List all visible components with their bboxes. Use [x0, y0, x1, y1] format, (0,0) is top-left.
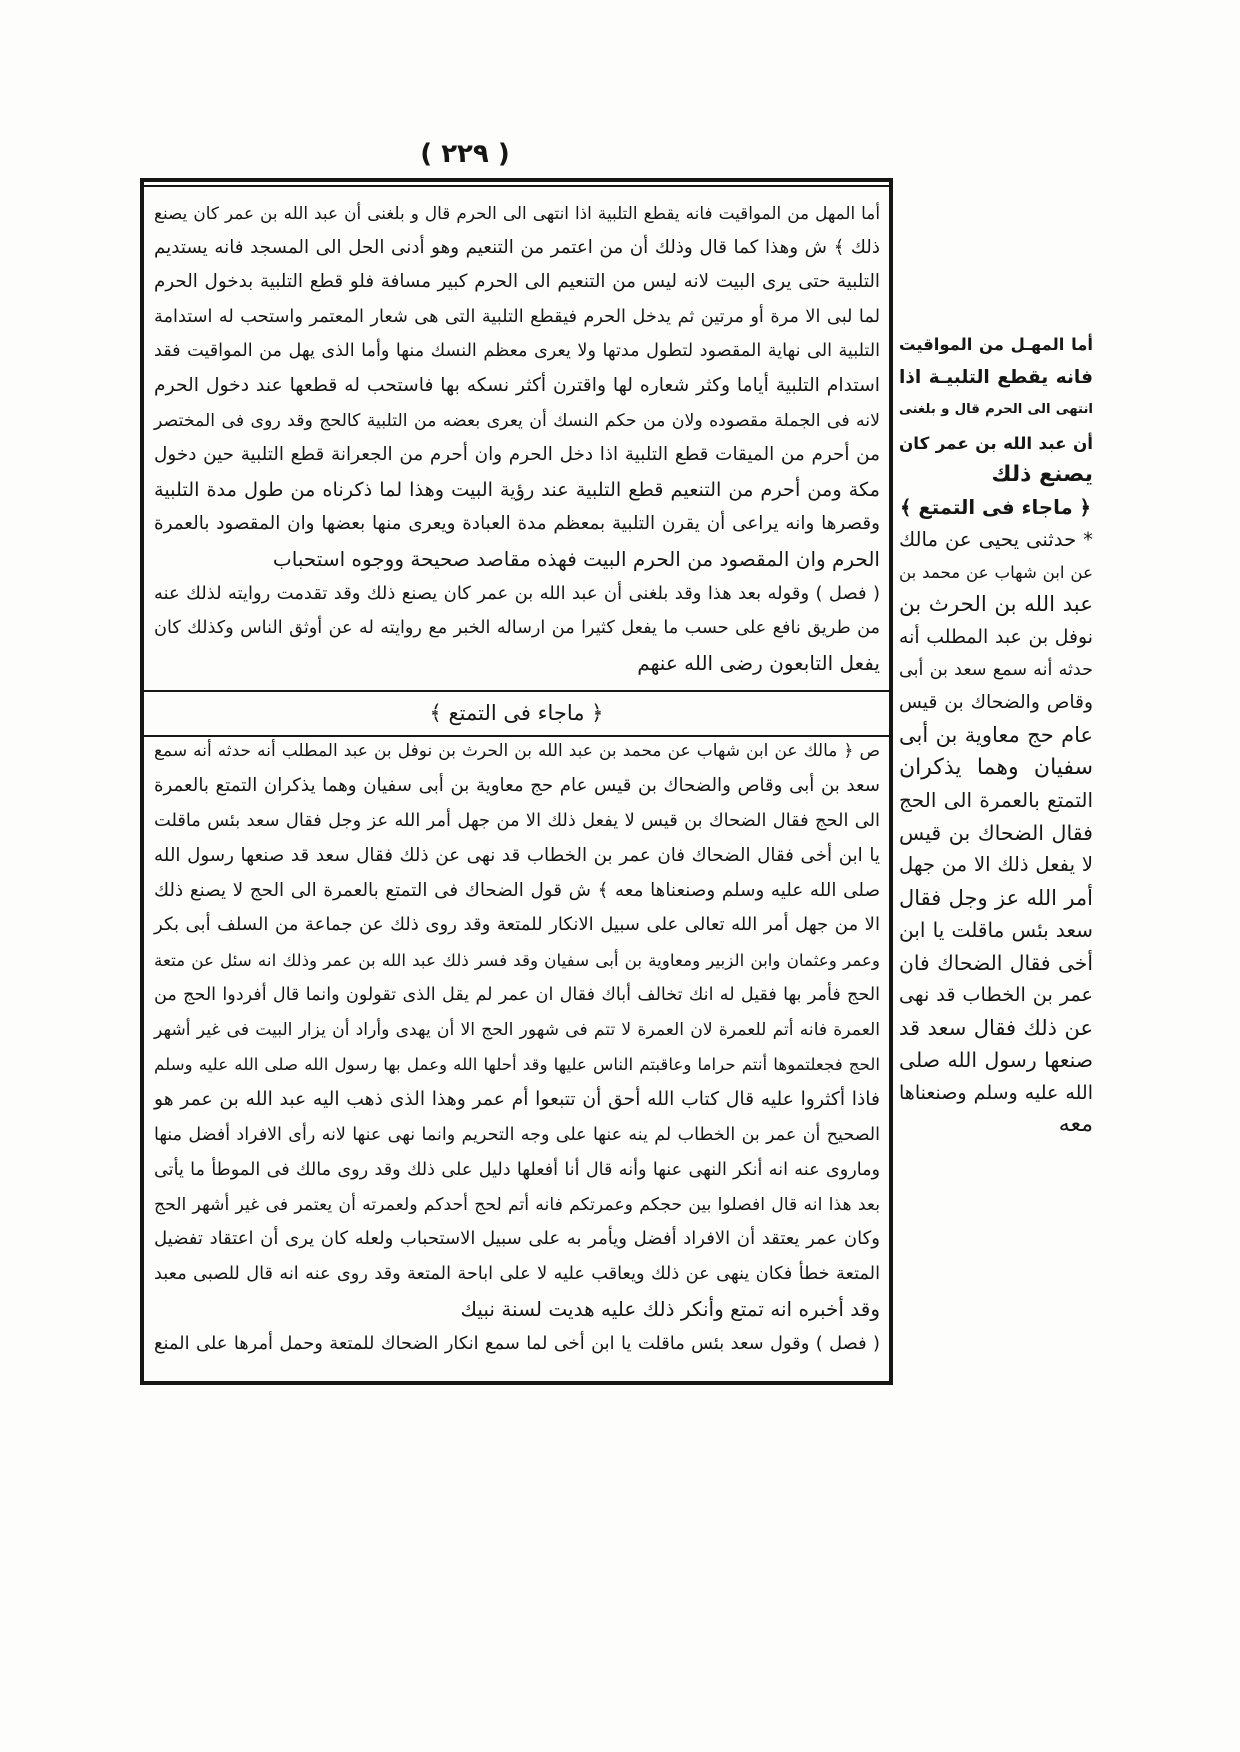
margin-matn-line: لا يفعل ذلك الا من جهل: [899, 853, 1093, 876]
commentary-line: بعد هذا انه قال افصلوا بين حجكم وعمرتكم فانه أتم لحج أحدكم ولعمرته أن يعتمر فى غير أشهر الحج: [154, 1194, 880, 1215]
commentary-line: التلبية الى نهاية المقصود لتطول مدتها ولا يعرى معظم النسك منها وأما الذى يهل من المواقيت فقد: [154, 341, 880, 362]
margin-matn-line: صنعها رسول الله صلى: [899, 1048, 1093, 1072]
margin-matn-line: نوفل بن عبد المطلب أنه: [899, 626, 1093, 648]
commentary-line: الحج فجعلتموها أنتم حراما وعاقبتم الناس عليها وقد أحلها الله وعمل بها رسول الله صلى الله عليه وسلم: [154, 1055, 880, 1075]
page-number: ( ٢٢٩ ): [420, 139, 510, 169]
margin-matn-line: الله عليه وسلم وصنعناها: [899, 1081, 1093, 1104]
margin-matn-line: فقال الضحاك بن قيس: [899, 820, 1093, 845]
commentary-line: الا من جهل أمر الله تعالى على سبيل الانكار للمتعة وقد روى ذلك عن جماعة من السلف أبى بكر: [154, 914, 880, 936]
commentary-line: فاذا أكثروا عليه قال كتاب الله أحق أن تتبعوا أم عمر وهذا الذى ذهب اليه عبد الله بن عمر هو: [154, 1088, 880, 1110]
margin-matn-line: أما المهـل من المواقيت: [899, 335, 1093, 354]
commentary-line: وقد أخبره انه تمتع وأنكر ذلك عليه هديت لسنة نبيك: [460, 1297, 880, 1322]
commentary-line: ( فصل ) وقوله بعد هذا وقد بلغنى أن عبد الله بن عمر كان يصنع ذلك وقد تقدمت روايته لذلك عنه: [154, 582, 880, 604]
commentary-line: ص ﴿ مالك عن ابن شهاب عن محمد بن عبد الله بن الحرث بن نوفل بن عبد المطلب أنه حدثه أنه سمع: [154, 741, 880, 761]
commentary-line: مكة ومن أحرم من التنعيم قطع التلبية عند رؤية البيت وهذا لما ذكرناه من طول مدة التلبية: [154, 477, 880, 501]
commentary-lower-section: [153, 734, 880, 1362]
commentary-line: استدام التلبية أياما وكثر شعاره لها واقترن أكثر نسكه بها فاستحب له قطعها عند دخول الحرم: [154, 374, 880, 396]
margin-matn-line: * حدثنى يحيى عن مالك: [899, 528, 1093, 551]
commentary-line: أما المهل من المواقيت فانه يقطع التلبية اذا انتهى الى الحرم قال و بلغنى أن عبد الله بن عمر كان يصنع: [154, 203, 880, 223]
margin-matn-line: سفيان وهما يذكران: [899, 754, 1093, 780]
commentary-line: الى الحج فقال الضحاك بن قيس لا يفعل ذلك الا من جهل أمر الله عز وجل فقال سعد بئس ماقلت: [154, 809, 880, 831]
commentary-upper-section: [153, 196, 880, 680]
margin-matn-line: أخى فقال الضحاك فان: [899, 950, 1093, 975]
margin-matn-line: حدثه أنه سمع سعد بن أبى: [899, 660, 1093, 680]
commentary-line: الحج فأمر بها فقيل له انك تخالف أباك فقال ان عمر لم يقل الذى تقولون وانما قال أفردوا الحج من: [154, 985, 880, 1006]
commentary-line: وماروى عنه انه أنكر النهى عنها وأنه قال أنا أفعلها دليل على ذلك وقد روى مالك فى الموطأ ما يأتى: [154, 1159, 880, 1180]
margin-matn-line: أن عبد الله بن عمر كان: [899, 432, 1093, 453]
commentary-line: يفعل التابعون رضى الله عنهم: [637, 650, 880, 675]
section-heading: ﴿ ماجاء فى التمتع ﴾: [429, 701, 604, 725]
margin-matn-line: عبد الله بن الحرث بن: [899, 592, 1093, 617]
margin-matn-column: [898, 329, 1093, 1142]
margin-matn-line: عمر بن الخطاب قد نهى: [899, 983, 1093, 1006]
commentary-line: لانه فى الجملة مقصوده ولان من حكم النسك أن يعرى بعضه من التلبية كالحج وقد روى فى المختصر: [154, 410, 880, 431]
margin-matn-line: عن ابن شهاب عن محمد بن: [899, 562, 1093, 582]
margin-matn-line: يصنع ذلك: [991, 462, 1093, 487]
margin-matn-line: سعد بئس ماقلت يا ابن: [899, 918, 1093, 942]
margin-matn-line: عن ذلك فقال سعد قد: [899, 1014, 1093, 1040]
commentary-line: العمرة فانه أتم للعمرة لان العمرة لا تتم فى شهور الحج الا أن يهدى وأراد أن يزار البيت فى غير أشهر: [154, 1020, 880, 1041]
heading-rule-top: [144, 690, 889, 692]
margin-section-heading: ﴿ ماجاء فى التمتع ﴾: [900, 495, 1091, 519]
commentary-line: وقصرها وانه يراعى أن يقرن التلبية بمعظم مدة العبادة ويعرى منها بعضها وان المقصود بالعمرة: [154, 513, 880, 535]
commentary-line: لما لبى الا مرة أو مرتين ثم يدخل الحرم فيقطع التلبية التى هى شعار المعتمر واستحب له استدامة: [154, 306, 880, 327]
commentary-line: سعد بن أبى وقاص والضحاك بن قيس عام حج معاوية بن أبى سفيان وهما يذكران التمتع بالعمرة: [154, 774, 880, 796]
margin-matn-line: وقاص والضحاك بن قيس: [899, 691, 1093, 713]
frame-double-rule: [144, 185, 889, 187]
margin-matn-line: انتهى الى الحرم قال و بلغنى: [899, 402, 1093, 417]
commentary-line: التلبية حتى يرى البيت لانه ليس من التنعيم الى الحرم كبير مسافة فلو قطع التلبية بدخول الحرم: [154, 271, 880, 293]
commentary-line: من طريق نافع على حسب ما يفعل كثيرا من ارساله الخبر مع روايته له عن أوثق الناس وكذلك كان: [154, 618, 880, 639]
commentary-line: الصحيح أن عمر بن الخطاب لم ينه عنها على وجه التحريم وانما نهى عنها لانه رأى الافراد أفضل منها: [154, 1124, 880, 1145]
commentary-line: الحرم وان المقصود من الحرم البيت فهذه مقاصد صحيحة ووجوه استحباب: [272, 546, 880, 571]
commentary-line: يا ابن أخى فقال الضحاك فان عمر بن الخطاب قد نهى عن ذلك فقال سعد قد صنعها رسول الله: [154, 844, 880, 866]
commentary-line: وعمر وعثمان وابن الزبير ومعاوية بن أبى سفيان وقد فسر ذلك عبد الله بن عمر وذلك انه سئل عن متعة: [154, 950, 880, 971]
commentary-line: المتعة خطأ فكان ينهى عن ذلك ويعاقب عليه لا على اباحة المتعة وقد روى عنه انه قال للصبى معبد: [154, 1264, 880, 1285]
commentary-frame: [140, 178, 893, 1385]
commentary-line: ( فصل ) وقول سعد بئس ماقلت يا ابن أخى لما سمع انكار الضحاك للمتعة وحمل أمرها على المنع: [154, 1333, 880, 1355]
commentary-line: صلى الله عليه وسلم وصنعناها معه ﴾ ش قول الضحاك فى التمتع بالعمرة الى الحج لا يصنع ذلك: [154, 879, 880, 901]
margin-matn-line: أمر الله عز وجل فقال: [899, 885, 1093, 910]
margin-matn-line: التمتع بالعمرة الى الحج: [899, 788, 1093, 812]
margin-matn-line: فانه يقطع التلبيـة اذا: [899, 366, 1093, 388]
commentary-line: وكان عمر يعتقد أن الافراد أفضل ويأمر به على سبيل الاستحباب ولعله كان يرى أن اعتقاد تفضيل: [154, 1228, 880, 1250]
margin-matn-line: عام حج معاوية بن أبى: [899, 723, 1093, 747]
commentary-line: ذلك ﴾ ش وهذا كما قال وذلك أن من اعتمر من التنعيم وهو أدنى الحل الى المسجد فانه يستديم: [154, 236, 880, 258]
commentary-line: من أحرم من الميقات قطع التلبية اذا دخل الحرم وان أحرم من الجعرانة قطع التلبية حين دخول: [154, 444, 880, 466]
margin-matn-line: معه: [1058, 1112, 1093, 1137]
